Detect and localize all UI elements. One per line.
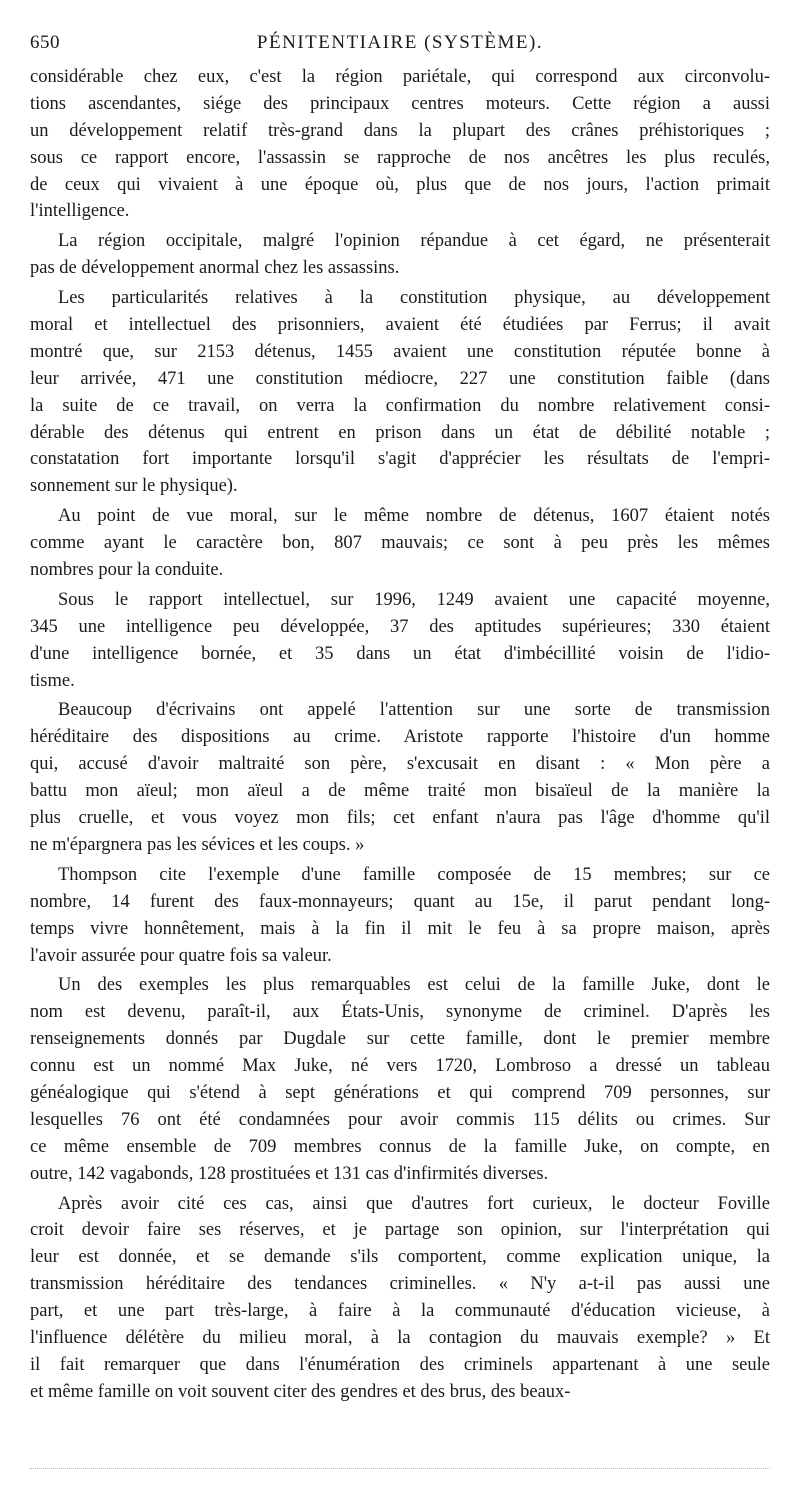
text-line: l'influence délétère du milieu moral, à la contagion du mauvais exemple? » Et [30,1327,770,1348]
body-text [30,64,770,1406]
text-line: sonnement sur le physique). [30,476,238,497]
text-line: considérable chez eux, c'est la région pariétale, qui correspond aux circonvolu- [30,67,770,87]
text-line: pas de développement anormal chez les assassins. [30,258,400,279]
text-line: renseignements donnés par Dugdale sur cette famille, dont le premier membre [30,1029,770,1050]
text-line: Après avoir cité ces cas, ainsi que d'autres fort curieux, le docteur Foville [58,1193,770,1214]
text-line: lesquelles 76 ont été condamnées pour avoir commis 115 délits ou crimes. Sur [30,1109,770,1130]
text-line: nombres pour la conduite. [30,560,224,581]
text-line: et même famille on voit souvent citer des gendres et des brus, des beaux- [30,1381,571,1402]
text-line: dérable des détenus qui entrent en prison dans un état de débilité notable ; [30,422,770,443]
text-line: nombre, 14 furent des faux-monnayeurs; quant au 15e, il parut pendant long- [30,891,770,912]
running-title: PÉNITENTIAIRE (SYSTÈME). [256,32,544,53]
text-line: battu mon aïeul; mon aïeul a de même traité mon bisaïeul de la manière la [30,781,770,802]
page-number: 650 [30,32,60,53]
paragraph [30,503,770,584]
paragraph [30,228,770,282]
text-line: leur arrivée, 471 une constitution médiocre, 227 une constitution faible (dans [30,368,770,389]
paragraph [30,64,770,225]
text-line: qui, accusé d'avoir maltraité son père, s'excusait en disant : « Mon père a [30,754,770,775]
text-line: part, et une part très-large, à faire à la communauté d'éducation vicieuse, à [30,1301,770,1322]
text-line: Sous le rapport intellectuel, sur 1996, 1249 avaient une capacité moyenne, [58,589,770,610]
text-line: héréditaire des dispositions au crime. Aristote rapporte l'histoire d'un homme [30,727,770,748]
text-line: Un des exemples les plus remarquables est celui de la famille Juke, dont le [58,975,770,996]
paragraph [30,862,770,970]
text-line: tisme. [30,670,75,691]
text-line: Thompson cite l'exemple d'une famille composée de 15 membres; sur ce [58,864,770,885]
text-line: l'avoir assurée pour quatre fois sa valeur. [30,945,332,966]
paragraph [30,972,770,1187]
paragraph [30,697,770,858]
page-bottom-rule [30,1468,770,1469]
text-line: la suite de ce travail, on verra la confirmation du nombre relativement consi- [30,395,770,416]
text-line: l'intelligence. [30,201,130,222]
text-line: 345 une intelligence peu développée, 37 des aptitudes supérieures; 330 étaient [30,616,770,637]
text-line: généalogique qui s'étend à sept générations et qui comprend 709 personnes, sur [30,1082,770,1103]
text-line: un développement relatif très-grand dans la plupart des crânes préhistoriques ; [30,120,770,141]
paragraph [30,1191,770,1406]
text-line: sous ce rapport encore, l'assassin se rapproche de nos ancêtres les plus reculés, [30,147,770,168]
text-line: croit devoir faire ses réserves, et je partage son opinion, sur l'interprétation qui [30,1220,770,1241]
text-line: nom est devenu, paraît-il, aux États-Unis, synonyme de criminel. D'après les [30,1002,770,1023]
text-line: il fait remarquer que dans l'énumération des criminels appartenant à une seule [30,1354,770,1375]
text-line: comme ayant le caractère bon, 807 mauvais; ce sont à peu près les mêmes [30,533,770,554]
page-header [30,28,770,58]
paragraph [30,285,770,500]
text-line: transmission héréditaire des tendances criminelles. « N'y a-t-il pas aussi une [30,1274,770,1295]
text-line: temps vivre honnêtement, mais à la fin il mit le feu à sa propre maison, après [30,918,770,939]
text-line: tions ascendantes, siége des principaux centres moteurs. Cette région a aussi [30,93,770,114]
text-line: d'une intelligence bornée, et 35 dans un état d'imbécillité voisin de l'idio- [30,643,770,664]
text-line: montré que, sur 2153 détenus, 1455 avaient une constitution réputée bonne à [30,341,770,362]
text-line: Beaucoup d'écrivains ont appelé l'attention sur une sorte de transmission [58,700,770,721]
book-page [30,28,770,1468]
text-line: connu est un nommé Max Juke, né vers 1720, Lombroso a dressé un tableau [30,1056,770,1077]
text-line: ce même ensemble de 709 membres connus de la famille Juke, on compte, en [30,1136,770,1157]
text-line: constatation fort importante lorsqu'il s'agit d'apprécier les résultats de l'empri- [30,449,770,470]
text-line: plus cruelle, et vous voyez mon fils; cet enfant n'aura pas l'âge d'homme qu'il [30,808,770,829]
text-line: La région occipitale, malgré l'opinion répandue à cet égard, ne présenterait [58,231,770,252]
text-line: de ceux qui vivaient à une époque où, plus que de nos jours, l'action primait [30,174,770,195]
text-line: Au point de vue moral, sur le même nombre de détenus, 1607 étaient notés [58,506,770,527]
text-line: outre, 142 vagabonds, 128 prostituées et 131 cas d'infirmités diverses. [30,1163,549,1184]
text-line: leur est donnée, et se demande s'ils comportent, comme explication unique, la [30,1247,770,1268]
text-line: moral et intellectuel des prisonniers, avaient été étudiées par Ferrus; il avait [30,315,770,336]
text-line: ne m'épargnera pas les sévices et les coups. » [30,834,365,855]
paragraph [30,587,770,695]
text-line: Les particularités relatives à la constitution physique, au développement [58,288,770,309]
